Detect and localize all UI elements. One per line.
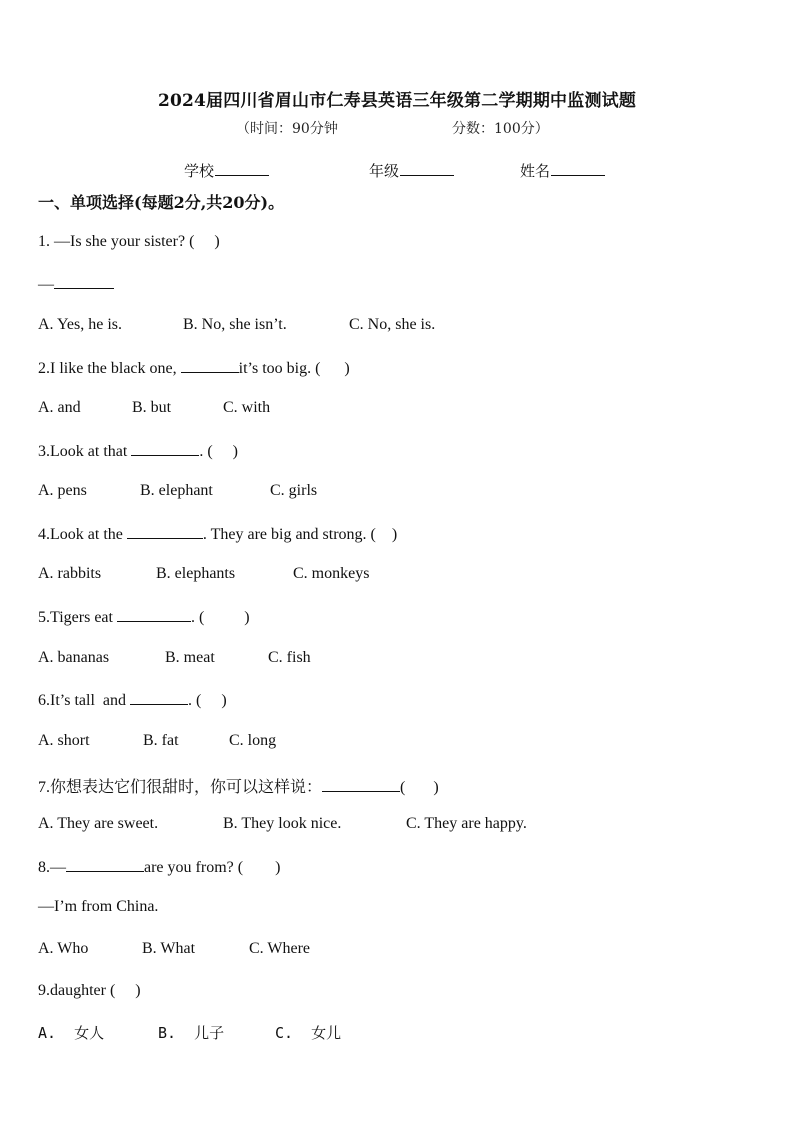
question-5-stem xyxy=(38,607,250,627)
question-7-stem xyxy=(38,774,439,797)
question-5-stem-end: . ( ) xyxy=(190,609,250,626)
question-2-option-b[interactable]: B. but xyxy=(132,399,172,416)
question-8-stem xyxy=(38,857,280,877)
question-3-option-b[interactable]: B. elephant xyxy=(140,482,213,499)
question-3-stem-end: . ( ) xyxy=(199,443,238,460)
question-1-blank[interactable] xyxy=(54,274,114,289)
question-5-option-c[interactable]: C. fish xyxy=(268,649,311,666)
question-9-stem: 9.daughter ( ) xyxy=(38,982,141,999)
question-2-option-a[interactable]: A. and xyxy=(38,399,81,416)
question-2-stem-end: it’s too big. ( ) xyxy=(238,360,350,377)
question-2-stem xyxy=(38,358,350,378)
question-2-blank[interactable] xyxy=(181,358,239,373)
question-4-stem-end: . They are big and strong. ( ) xyxy=(202,526,398,543)
question-7-option-c[interactable]: C. They are happy. xyxy=(406,815,527,832)
question-2-option-c[interactable]: C. with xyxy=(223,399,271,416)
question-8-stem-start: 8.— xyxy=(38,859,66,876)
question-8-option-c[interactable]: C. Where xyxy=(249,940,311,957)
question-6-stem-start: 6.It’s tall and xyxy=(38,692,130,709)
question-6-blank[interactable] xyxy=(130,690,188,705)
name-blank[interactable] xyxy=(551,161,605,176)
question-3-blank[interactable] xyxy=(131,441,199,456)
question-1-option-b[interactable]: B. No, she isn’t. xyxy=(183,316,287,333)
school-field xyxy=(184,160,269,181)
school-blank[interactable] xyxy=(215,161,269,176)
question-6-option-a[interactable]: A. short xyxy=(38,732,90,749)
question-1-option-a[interactable]: A. Yes, he is. xyxy=(38,316,123,333)
question-8-stem-end: are you from? ( ) xyxy=(144,859,281,876)
question-4-blank[interactable] xyxy=(127,524,203,539)
question-8-option-b[interactable]: B. What xyxy=(142,940,196,957)
exam-title: 2024届四川省眉山市仁寿县英语三年级第二学期期中监测试题 xyxy=(157,91,637,111)
grade-blank[interactable] xyxy=(400,161,454,176)
question-9-option-b[interactable]: B. 儿子 xyxy=(158,1024,225,1042)
question-1-option-c[interactable]: C. No, she is. xyxy=(349,316,436,333)
question-6-stem xyxy=(38,690,227,710)
question-3-option-c[interactable]: C. girls xyxy=(270,482,318,499)
question-4-stem xyxy=(38,524,397,544)
question-7-option-a[interactable]: A. They are sweet. xyxy=(38,815,159,832)
exam-time: （时间：90分钟 xyxy=(236,121,338,137)
name-field xyxy=(520,160,605,181)
question-3-stem xyxy=(38,441,238,461)
question-4-option-c[interactable]: C. monkeys xyxy=(293,565,370,582)
school-label: 学校 xyxy=(184,162,215,180)
question-6-stem-end: . ( ) xyxy=(187,692,227,709)
exam-score: 分数：100分） xyxy=(452,121,549,137)
question-5-stem-start: 5.Tigers eat xyxy=(38,609,117,626)
question-9-option-c[interactable]: C. 女儿 xyxy=(275,1024,342,1042)
question-4-option-b[interactable]: B. elephants xyxy=(156,565,236,582)
question-7-stem-start: 7.你想表达它们很甜时，你可以这样说： xyxy=(38,779,323,796)
question-2-stem-start: 2.I like the black one, xyxy=(38,360,181,377)
question-9-option-a[interactable]: A. 女人 xyxy=(38,1024,105,1042)
question-5-option-b[interactable]: B. meat xyxy=(165,649,215,666)
question-5-option-a[interactable]: A. bananas xyxy=(38,649,110,666)
question-3-stem-start: 3.Look at that xyxy=(38,443,132,460)
question-1-stem: 1. —Is she your sister? ( ) xyxy=(38,233,220,250)
question-8-blank[interactable] xyxy=(66,857,144,872)
section-title: 一、单项选择(每题2分,共20分)。 xyxy=(38,193,285,212)
question-1-answer-line xyxy=(38,274,114,294)
question-6-option-b[interactable]: B. fat xyxy=(143,732,179,749)
question-6-option-c[interactable]: C. long xyxy=(229,732,277,749)
grade-label: 年级 xyxy=(369,162,400,180)
question-7-stem-end: ( ) xyxy=(400,779,439,796)
question-4-stem-start: 4.Look at the xyxy=(38,526,127,543)
question-8-reply: —I’m from China. xyxy=(38,898,159,915)
question-1-dash: — xyxy=(38,276,54,293)
grade-field xyxy=(369,160,454,181)
question-4-option-a[interactable]: A. rabbits xyxy=(38,565,102,582)
question-3-option-a[interactable]: A. pens xyxy=(38,482,87,499)
question-8-option-a[interactable]: A. Who xyxy=(38,940,89,957)
question-5-blank[interactable] xyxy=(117,607,191,622)
question-7-blank[interactable] xyxy=(322,777,400,792)
name-label: 姓名 xyxy=(520,162,551,180)
question-7-option-b[interactable]: B. They look nice. xyxy=(223,815,342,832)
